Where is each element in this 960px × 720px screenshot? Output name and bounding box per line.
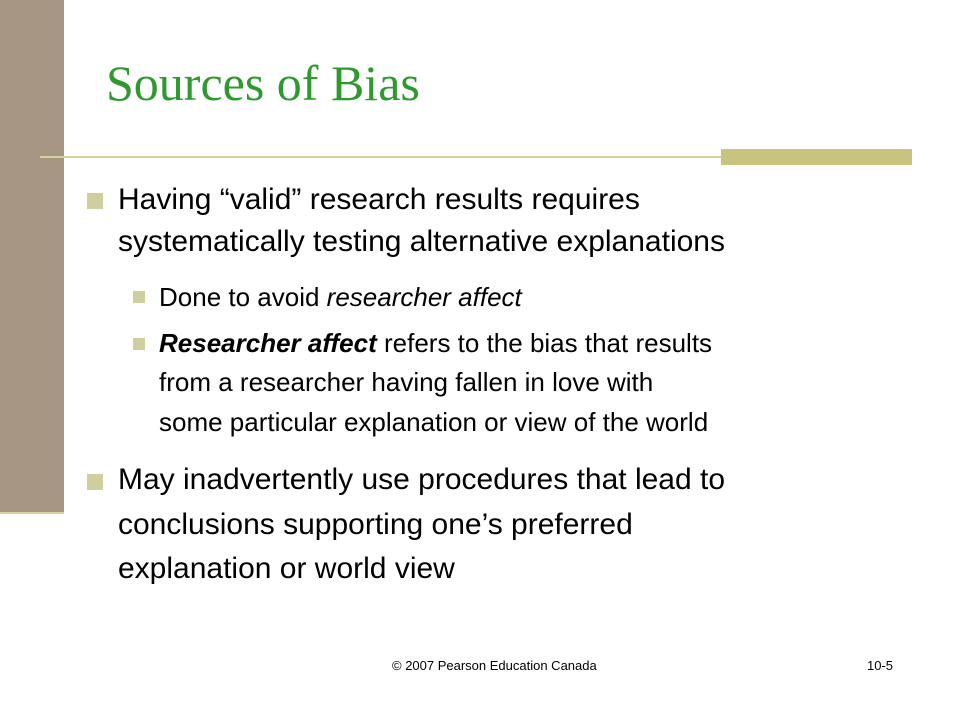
square-bullet-icon [87,193,103,209]
footer-copyright: © 2007 Pearson Education Canada [392,658,597,673]
subbullet-text: Done to avoid [159,282,327,312]
bullet-text-line: May inadvertently use procedures that lead to [118,463,726,496]
subbullet-text-line [159,325,712,361]
slide-title: Sources of Bias [106,55,420,111]
left-sidebar-rule [0,512,64,514]
subbullet-text: refers to the bias that results [376,328,713,358]
emphasis-term: Researcher affect [159,328,377,358]
bullet-text-line: explanation or world view [118,552,455,585]
subbullet-text-line: from a researcher having fallen in love with [159,367,654,397]
bullet-text-line: Having “valid” research results requires [118,183,640,216]
square-bullet-icon [133,338,145,350]
title-divider-accent [721,149,912,165]
left-sidebar-band [0,0,64,512]
bullet-text-line: conclusions supporting one’s preferred [118,508,633,541]
square-bullet-icon [87,474,103,490]
footer-slide-number: 10-5 [867,658,894,673]
subbullet-text-line: some particular explanation or view of the world [159,407,709,437]
subbullet-text-line [159,279,522,315]
bullet-text-line: systematically testing alternative explanations [118,225,725,258]
square-bullet-icon [133,291,145,303]
emphasis-text: researcher affect [326,282,522,312]
